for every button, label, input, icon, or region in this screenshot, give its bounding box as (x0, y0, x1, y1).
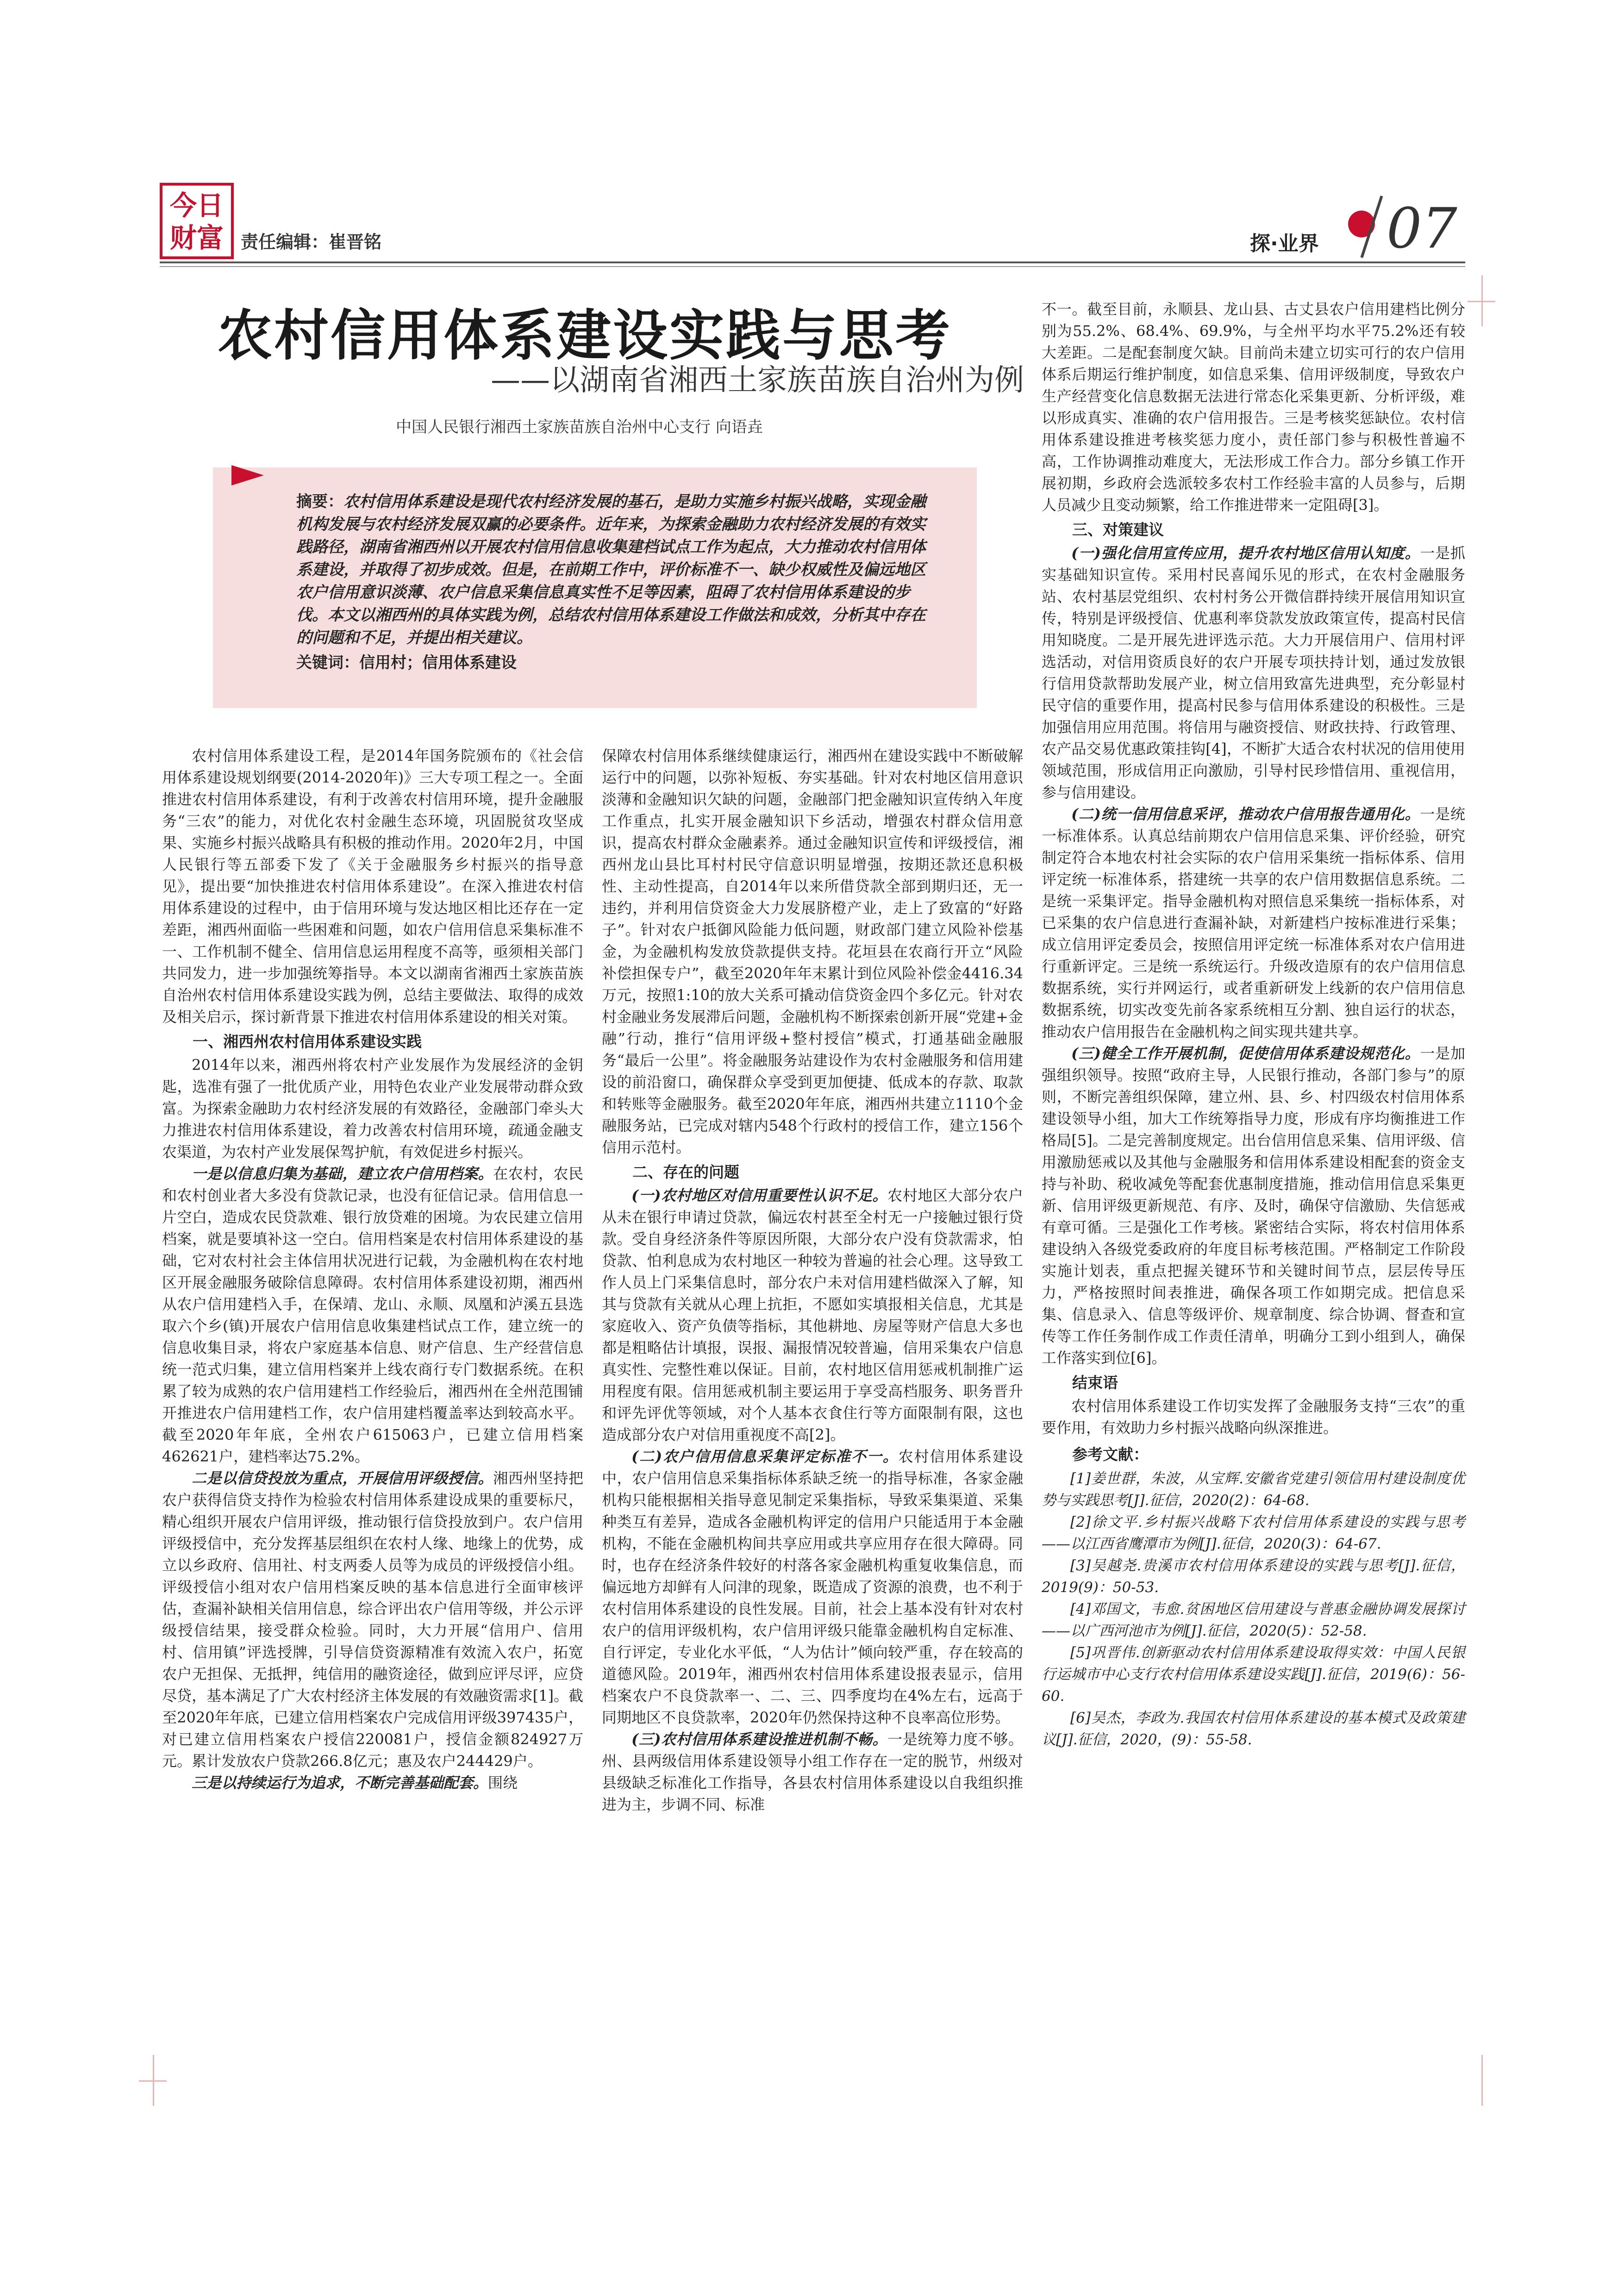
reference-item: [5]巩晋伟.创新驱动农村信用体系建设取得实效：中国人民银行运城市中心支行农村信用体系建设实践[J].征信，2019(6)：56-60. (1042, 1644, 1465, 1705)
flag-icon (231, 465, 264, 485)
logo-line-1: 今日 (169, 190, 224, 221)
section-label: 探·业界 (1250, 232, 1319, 255)
article-author: 中国人民银行湘西土家族苗族自治州中心支行 向语垚 (396, 418, 763, 436)
paragraph-lead: (一)强化信用宣传应用，提升农村地区信用认知度。 (1071, 544, 1420, 562)
abstract-text: 农村信用体系建设是现代农村经济发展的基石，是助力实施乡村振兴战略，实现金融机构发展与农村经济发展双赢的必要条件。近年来，为探索金融助力农村经济发展的有效实践路径，湖南省湘西州以开展农村信用信息收集建档试点工作为起点，大力推动农村信用体系建设，并取得了初步成效。但是，在前期工作中，评价标准不一、缺少权威性及偏远地区农户信用意识淡薄、农户信息采集信息真实性不足等因素，阻碍了农村信用体系建设的步伐。本文以湘西州的具体实践为例，总结农村信用体系建设工作做法和成效，分析其中存在的问题和不足，并提出相关建议。 (296, 492, 926, 647)
paragraph: 保障农村信用体系继续健康运行，湘西州在建设实践中不断破解运行中的问题，以弥补短板、夯实基础。针对农村地区信用意识淡薄和金融知识欠缺的问题，金融部门把金融知识宣传纳入年度工作重点，扎实开展金融知识下乡活动，增强农村群众信用意识，提高农村群众金融素养。通过金融知识宣传和评级授信，湘西州龙山县比耳村村民守信意识明显增强，按期还款还息积极性、主动性提高，自2014年以来所借贷款全部到期归还，无一违约，并利用信贷资金大力发展脐橙产业，走上了致富的“好路子”。针对农户抵御风险能力低问题，财政部门建立风险补偿基金，为金融机构发放贷款提供支持。花垣县在农商行开立“风险补偿担保专户”，截至2020年年末累计到位风险补偿金4416.34万元，按照1:10的放大关系可撬动信贷资金四个多亿元。针对农村金融业务发展滞后问题，金融机构不断探索创新开展“党建+金融”行动，推行“信用评级+整村授信”模式，打通基础金融服务“最后一公里”。将金融服务站建设作为农村金融服务和信用建设的前沿窗口，确保群众享受到更加便捷、低成本的存款、取款和转账等金融服务。截至2020年年底，湘西州共建立1110个金融服务站，已完成对辖内548个行政村的授信工作，建立156个信用示范村。 (602, 747, 1023, 1156)
reference-item: [4]邓国文，韦愈.贫困地区信用建设与普惠金融协调发展探讨——以广西河池市为例[J].征信，2020(5)：52-58. (1042, 1601, 1465, 1639)
abstract-label: 摘要： (296, 492, 344, 511)
article-title: 农村信用体系建设实践与思考 (218, 304, 952, 367)
paragraph-body: 农村信用体系建设中，农户信用信息采集指标体系缺乏统一的指导标准，各家金融机构只能根据相关指导意见制定采集指标，导致采集渠道、采集种类互有差异，造成各金融机构评定的信用户只能适用于本金融机构，不能在金融机构间共享应用或共享应用存在很大障碍。同时，也存在经济条件较好的村落各家金融机构重复收集信息，而偏远地方却鲜有人问津的现象，既造成了资源的浪费，也不利于农村信用体系建设的良性发展。目前，社会上基本没有针对农村农户的信用评级机构，农户信用评级只能靠金融机构自定标准、自行评定，专业化水平低，“人为估计”倾向较严重，存在较高的道德风险。2019年，湘西州农村信用体系建设报表显示，信用档案农户不良贷款率一、二、三、四季度均在4%左右，远高于同期地区不良贷款率，2020年仍然保持这种不良率高位形势。 (602, 1448, 1023, 1726)
paragraph (1042, 803, 1465, 1043)
paragraph-lead: 三是以持续运行为追求，不断完善基础配套。 (192, 1774, 488, 1792)
abstract (296, 491, 935, 649)
column-2 (602, 745, 1023, 1816)
header-rule-thin (160, 266, 1465, 267)
reference-item: [3]吴越尧.贵溪市农村信用体系建设的实践与思考[J].征信，2019(9)：50-53. (1042, 1557, 1465, 1596)
paragraph: 农村信用体系建设工程，是2014年国务院颁布的《社会信用体系建设规划纲要(2014-2020年)》三大专项工程之一。全面推进农村信用体系建设，有利于改善农村信用环境，提升金融服务“三农”的能力，对优化农村金融生态环境，巩固脱贫攻坚成果、实施乡村振兴战略具有积极的推动作用。2020年2月，中国人民银行等五部委下发了《关于金融服务乡村振兴的指导意见》，提出要“加快推进农村信用体系建设”。在深入推进农村信用体系建设的过程中，由于信用环境与发达地区相比还存在一定差距，湘西州面临一些困难和问题，如农户信用信息采集标准不一、工作机制不健全、信用信息运用程度不高等，亟须相关部门共同发力，进一步加强统筹指导。本文以湖南省湘西土家族苗族自治州农村信用体系建设实践为例，总结主要做法、取得的成效及相关启示，探讨新背景下推进农村信用体系建设的相关对策。 (162, 747, 583, 1026)
section-heading: 结束语 (1072, 1374, 1118, 1392)
header-rule (160, 261, 1465, 263)
keywords-text: 信用村；信用体系建设 (359, 653, 517, 672)
keywords-label: 关键词： (296, 653, 359, 672)
paragraph-lead: (三)农村信用体系建设推进机制不畅。 (631, 1730, 888, 1748)
paragraph (162, 1468, 583, 1772)
section-heading: 一、湘西州农村信用体系建设实践 (193, 1033, 422, 1051)
article-subtitle: ——以湖南省湘西土家族苗族自治州为例 (491, 363, 1024, 398)
paragraph: 农村信用体系建设工作切实发挥了金融服务支持“三农”的重要作用，有效助力乡村振兴战略向纵深推进。 (1042, 1397, 1465, 1437)
section-heading: 三、对策建议 (1072, 521, 1164, 539)
paragraph (1042, 542, 1465, 803)
paragraph-lead: (二)统一信用信息采评，推动农户信用报告通用化。 (1071, 805, 1420, 823)
paragraph-lead: (三)健全工作开展机制，促使信用体系建设规范化。 (1071, 1045, 1420, 1062)
reference-item: [1]姜世群，朱波，从宝辉.安徽省党建引领信用村建设制度优势与实践思考[J].征信，2020(2)：64-68. (1042, 1470, 1465, 1509)
paragraph (162, 1772, 583, 1794)
logo-line-2: 财富 (169, 222, 224, 254)
paragraph (602, 1185, 1023, 1446)
section-heading: 二、存在的问题 (632, 1163, 739, 1181)
column-3 (1042, 299, 1465, 1751)
editor-credit: 责任编辑：崔晋铭 (241, 232, 382, 252)
paragraph: 不一。截至目前，永顺县、龙山县、古丈县农户信用建档比例分别为55.2%、68.4%、69.9%，与全州平均水平75.2%还有较大差距。二是配套制度欠缺。目前尚未建立切实可行的农户信用体系后期运行维护制度，如信息采集、信用评级制度，导致农户生产经营变化信息数据无法进行常态化采集更新、分析评级，难以形成真实、准确的农户信用报告。三是考核奖惩缺位。农村信用体系建设推进考核奖惩力度小，责任部门参与积极性普遍不高，工作协调推动难度大，无法形成工作合力。部分乡镇工作开展初期，乡政府会选派较多农村工作经验丰富的人员参与，后期人员减少且变动频繁，给工作推进带来一定阻碍[3]。 (1042, 300, 1465, 514)
paragraph-body: 在农村，农民和农村创业者大多没有贷款记录，也没有征信记录。信用信息一片空白，造成农民贷款难、银行放贷难的困境。为农民建立信用档案，就是要填补这一空白。信用档案是农村信用体系建设的基础，它对农村社会主体信用状况进行记载，为金融机构在农村地区开展金融服务破除信息障碍。农村信用体系建设初期，湘西州从农户信用建档入手，在保靖、龙山、永顺、凤凰和泸溪五县选取六个乡(镇)开展农户信用信息收集建档试点工作，建立统一的信息收集目录，将农户家庭基本信息、财产信息、生产经营信息统一范式归集，建立信用档案并上线农商行专门数据系统。在积累了较为成熟的农户信用建档工作经验后，湘西州在全州范围铺开推进农户信用建档工作，农户信用建档覆盖率达到较高水平。截至2020年年底，全州农户615063户，已建立信用档案462621户，建档率达75.2%。 (162, 1165, 583, 1465)
paragraph-lead: (一)农村地区对信用重要性认识不足。 (631, 1187, 888, 1204)
paragraph-body: 围绕 (488, 1774, 518, 1792)
references-list (1042, 1468, 1465, 1751)
paragraph (602, 1729, 1023, 1816)
decorative-mark (1468, 301, 1495, 302)
paragraph (162, 1163, 583, 1468)
references-heading: 参考文献： (1072, 1445, 1149, 1463)
paragraph: 2014年以来，湘西州将农村产业发展作为发展经济的金钥匙，选准有强了一批优质产业，用特色农业产业发展带动群众致富。为探索金融助力农村经济发展的有效路径，金融部门牵头大力推进农村信用体系建设，着力改善农村信用环境，疏通金融支农渠道，为农村产业发展保驾护航，有效促进乡村振兴。 (162, 1056, 583, 1161)
column-1 (162, 745, 583, 1794)
reference-item: [6]吴杰，李政为.我国农村信用体系建设的基本模式及政策建议[J].征信，2020，(9)：55-58. (1042, 1710, 1465, 1748)
paragraph-lead: (二)农户信用信息采集评定标准不一。 (631, 1448, 899, 1465)
paragraph-lead: 一是以信息归集为基础，建立农户信用档案。 (192, 1165, 493, 1182)
page-number: 07 (1387, 197, 1457, 261)
paragraph-body: 一是统一标准体系。认真总结前期农户信用信息采集、评价经验，研究制定符合本地农村社会实际的农户信用采集统一指标体系、信用评定统一标准体系，搭建统一共享的农户信用数据信息系统。二是统一采集评定。指导金融机构对照信息采集统一指标体系，对已采集的农户信息进行查漏补缺，对新建档户按标准进行采集；成立信用评定委员会，按照信用评定统一标准体系对农户信用进行重新评定。三是统一系统运行。升级改造原有的农户信用信息数据系统，实行并网运行，或者重新研发上线新的农户信用信息数据系统，切实改变先前各家系统相互分割、独自运行的状态，推动农户信用报告在金融机构之间实现共建共享。 (1042, 805, 1465, 1040)
paragraph (1042, 1043, 1465, 1369)
keywords (296, 652, 944, 674)
paragraph-body: 一是加强组织领导。按照“政府主导，人民银行推动，各部门参与”的原则，不断完善组织保障，建立州、县、乡、村四级农村信用体系建设领导小组，加大工作统筹指导力度，形成有序均衡推进工作格局[5]。二是完善制度规定。出台信用信息采集、信用评级、信用激励惩戒以及其他与金融服务和信用体系建设相配套的资金支持与补助、税收减免等配套优惠制度措施，推动信用信息采集更新、信用评级更新规范、有序、及时，确保守信激励、失信惩戒有章可循。三是强化工作考核。紧密结合实际，将农村信用体系建设纳入各级党委政府的年度目标考核范围。严格制定工作阶段实施计划表，重点把握关键环节和关键时间节点，层层传导压力，严格按照时间表推进，确保各项工作如期完成。把信息采集、信息录入、信息等级评价、规章制度、综合协调、督查和宣传等工作任务制作成工作责任清单，明确分工到小组到人，确保工作落实到位[6]。 (1042, 1045, 1465, 1367)
paragraph-body: 农村地区大部分农户从未在银行申请过贷款，偏远农村甚至全村无一户接触过银行贷款。受自身经济条件等原因所限，大部分农户没有贷款需求，怕贷款、怕利息成为农村地区一种较为普遍的社会心理。这导致工作人员上门采集信息时，部分农户未对信用建档做深入了解，知其与贷款有关就从心理上抗拒，不愿如实填报相关信息，尤其是家庭收入、资产负债等指标，其他耕地、房屋等财产信息大多也都是粗略估计填报，误报、漏报情况较普遍，信用采集农户信息真实性、完整性难以保证。目前，农村地区信用惩戒机制推广运用程度有限。信用惩戒机制主要运用于享受高档服务、职务晋升和评先评优等领域，对个人基本衣食住行等方面限制有限，这也造成部分农户对信用重视度不高[2]。 (602, 1187, 1023, 1444)
paragraph-lead: 二是以信贷投放为重点，开展信用评级授信。 (192, 1469, 493, 1487)
decorative-mark (139, 2080, 167, 2082)
reference-item: [2]徐文平.乡村振兴战略下农村信用体系建设的实践与思考——以江西省鹰潭市为例[J].征信，2020(3)：64-67. (1042, 1514, 1465, 1552)
magazine-logo (160, 183, 234, 259)
paragraph-body: 一是抓实基础知识宣传。采用村民喜闻乐见的形式，在农村金融服务站、农村基层党组织、农村村务公开微信群持续开展信用知识宣传，特别是评级授信、优惠利率贷款发放政策宣传，提高村民信用知晓度。二是开展先进评选示范。大力开展信用户、信用村评选活动，对信用资质良好的农户开展专项扶持计划，通过发放银行信用贷款帮助发展产业，树立信用致富先进典型，充分彰显村民守信的重要作用，提高村民参与信用体系建设的积极性。三是加强信用应用范围。将信用与融资授信、财政扶持、行政管理、农产品交易优惠政策挂钩[4]，不断扩大适合农村状况的信用使用领域范围，形成信用正向激励，引导村民珍惜信用、重视信用，参与信用建设。 (1042, 544, 1465, 801)
paragraph (602, 1446, 1023, 1729)
paragraph-body: 湘西州坚持把农户获得信贷支持作为检验农村信用体系建设成果的重要标尺，精心组织开展农户信用评级，推动银行信贷投放到户。农户信用评级授信中，充分发挥基层组织在农村人缘、地缘上的优势，成立以乡政府、信用社、村支两委人员等为成员的评级授信小组。评级授信小组对农户信用档案反映的基本信息进行全面审核评估，查漏补缺相关信用信息，综合评出农户信用等级，并公示评级授信结果，接受群众检验。同时，大力开展“信用户、信用村、信用镇”评选授牌，引导信贷资源精准有效流入农户，拓宽农户无担保、无抵押，纯信用的融资途径，做到应评尽评，应贷尽贷，基本满足了广大农村经济主体发展的有效融资需求[1]。截至2020年年底，已建立信用档案农户完成信用评级397435户，对已建立信用档案农户授信220081户，授信金额824927万元。累计发放农户贷款266.8亿元；惠及农户244429户。 (162, 1469, 583, 1770)
paragraph-body: 一是统筹力度不够。州、县两级信用体系建设领导小组工作存在一定的脱节，州级对县级缺乏标准化工作指导，各县农村信用体系建设以自我组织推进为主，步调不同、标准 (602, 1730, 1023, 1813)
decorative-mark (1481, 2055, 1483, 2106)
